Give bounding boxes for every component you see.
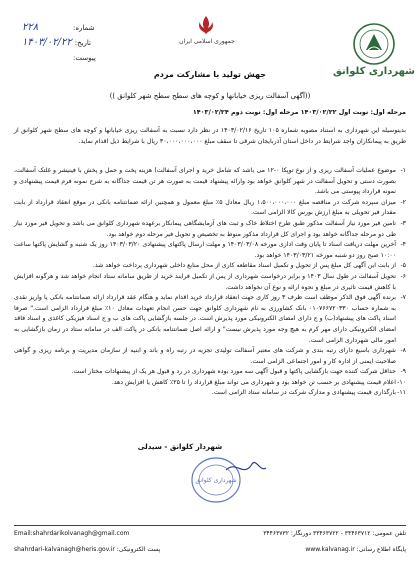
slogan: جهش تولید با مشارکت مردم [153, 70, 267, 79]
condition-item: ۴- آخرین مهلت دریافت اسناد تا پایان وقت اداری مورخه ۱۴۰۳/۰۳/۰۸ و مهلت ارسال پاکتهای پیشنهادی ۱۴۰۳/۰۳/۲۰ روز یک شنبه و گشایش پاکتها ساعت ۱۰:۰۰ صبح روز دو شنبه مورخه ۱۴۰۳/۰۳/۲۱ خواهد بود. [14, 241, 406, 259]
condition-item: ۵- از بابت این آگهی کل مبلغ پس از تحویل و تکمیل اسناد مقاطعه کاری از محل منابع داخلی شهرداری پرداخت خواهد شد. [92, 262, 406, 270]
condition-item: ۷- برنده آگهی فوق الذکر موظف است ظرف ۳ روز کاری جهت انعقاد قرارداد خرید اقدام نماید و هنگام عقد قرارداد ارائه ضمانتنامه بانکی یا واریز نقدی به شماره حساب ۰۱۰۷۶۶۷۲۰۳۳۰ بانک کشاورزی به نام شهرداری کلوانق جهت حسن انجام تعهدات معادل ۱۰٪ مبلغ قرارداد الزامی است." صرفا اسناد پاکت های پیشنهاد(ب) و ج دارای امضای الکترونیکی مورد پذیرش است. در جلسه بازگشایی پاکت های ب و ج اسناد فیزیکی کاغذی و اسناد فاقد امضای الکترونیکی دارای مهر کرم به هیچ وجه مورد پذیرش نیست" و ارائه اصل ضمانتنامه بانکی در پاکت الف در سامانه ستاد در زمان بازگشایی به امور مالی شهرداری الزامی است. [14, 294, 406, 344]
date-label: تاریخ: [74, 38, 92, 47]
iran-emblem-icon [194, 14, 218, 36]
condition-item: ۳- تامین فیر مورد نیاز آسفالت مذکور طبق طرح اختلاط خاک و ثبت های آزمایشگاهی پیمانکار برعهده شهرداری کلوانق می باشد و تحویل فیر مورد نیاز طی دو مرحله جداگانه خواهد بود و اجرای کل قرارداد مذکور منوط به تخصیص و تحویل فیر مرحله دوم خواهد بود. [14, 219, 406, 238]
municipality-logo-icon [333, 20, 415, 80]
notice-intro: بدینوسیله این شهرداری به استناد مصوبه شماره ۱۰۵ تاریخ ۱۴۰۳/۰۲/۱۶ در نظر دارد نسبت به آسفالت ریزی خیابانها و کوچه های سطح شهر کلوانق از طریق به پیمانکاران واجد شرایط در داخل استان آذربایجان شرقی تا سقف مبلغ ۳۰،۰۰۰،۰۰۰،۰۰۰ ریال با شرایط ذیل اقدام نماید. [14, 127, 406, 145]
condition-item: ۱- موضوع عملیات آسفالت ریزی و از نوع توپکا ۰-۱۲ می باشد که شامل خرید و اجرای آسفالت) هزینه پخت و حمل و پخش با فینیشر و غلتک آسفالت، بصورت دستی و تحویل آسفالت در شهر کلوانق خواهد بود وارائه پیشنهاد قیمت به صورت هر تن قیمت جداگانه به شرح نمونه فرم قیمت پیشنهادی و نمونه قرارداد پیوستی می باشد. [14, 167, 406, 196]
number-value: ۲۲۸ [22, 22, 39, 33]
attachment-row [22, 50, 142, 65]
attachment-label: پیوست: [73, 53, 96, 62]
number-row [22, 20, 142, 35]
date-row [22, 35, 142, 50]
footer-email: Email:shahrdarikolvanagh@gmail.com [14, 530, 130, 537]
condition-item: ۹- حداقل شرکت کننده جهت بازگشایی پاکتها و قبول آگهی سه مورد بوده شهرداری در رد و قبول هر یک از پیشنهادات مختار است. [71, 368, 406, 376]
footer-email2-group [14, 546, 160, 553]
footer-contact-row [14, 530, 406, 537]
letter-meta [22, 20, 142, 65]
footer-phone: تلفن عمومی: ۳۴۴۶۳۷۱۲ - ۳۳۴۶۳۷۲۲ دورنگار: ۳۴۴۶۳۷۳۲ [263, 530, 406, 537]
notice-title: ((آگهی آسفالت ریزی خیابانها و کوچه های سطح سطح شهر کلوانق )) [109, 92, 311, 100]
footer-divider [14, 525, 406, 526]
notice-dates: مرحله اول: نوبت اول ۱۴۰۳/۰۲/۲۲ مرحله اول: نوبت دوم ۱۴۰۳/۰۲/۲۴ [192, 108, 406, 116]
condition-item: ۸- شهرداری باسیع دارای رتبه بندی و شرکت های معتبر آسفالت تولیدی تجزیه در رتبه راه و باند و ابنیه از سازمان مدیریت و برنامه ریزی و گواهی صلاحیت ایمنی از اداره کار و امور اجتماعی الزامی است. [14, 347, 406, 365]
condition-item: ۱۱- بارگذاری قیمت پیشنهادی و مدارک شرکت در سامانه ستاد الزامی است. [211, 389, 406, 397]
footer-email2-label: پست الکترونیکی: [116, 546, 161, 553]
footer-web-row [14, 546, 406, 553]
condition-item: ۲- میزان سپرده شرکت در مناقصه مبلغ ۱،۵۰۰،۰۰۰،۰۰۰ ریال معادل ۵٪ مبلغ معمول و همچنین ارائه ضمانتنامه بانکی در موقع انعقاد قرارداد از بابت مقدار فیر تحویلی به مبلغ ارزش بورس کالا الزامی است. [14, 198, 406, 217]
official-stamp-icon [186, 450, 270, 510]
condition-item: ۱۰- اعلام قیمت پیشنهادی بر حسب تن خواهد بود و شهرداری می تواند مبلغ قرارداد را تا ۲۵٪ کاهش یا افزایش دهد. [111, 378, 406, 386]
footer-website: پایگاه اطلاع رسانی: www.kalvanag.ir [305, 546, 406, 553]
date-value: ۱۴۰۳/۰۲/۲۲ [22, 37, 72, 48]
emblem-caption: جمهوری اسلامی ایران [179, 38, 235, 45]
conditions-list [14, 166, 406, 399]
logo-text: شهرداری کلوانق [333, 66, 415, 77]
signer-name: شهردار کلوانق - سیدلی [137, 442, 223, 451]
footer-email2: shahrdari-kalvanagh@heris.gov.ir [14, 546, 115, 553]
number-label: شماره: [73, 23, 95, 32]
condition-item: ۶- تحویل آسفالت در طول سال ۱۴۰۳ و برابر درخواست شهرداری از پس از تکمیل فرایند خرید از طریق سامانه ستاد انجام خواهد شد و هرگونه افزایش با کاهش قیمت تاثیری در مبلغ و نحوه ارائه و نوع آن نخواهد داشت. [14, 272, 406, 291]
svg-text:شهرداری کلوانق: شهرداری کلوانق [195, 477, 237, 484]
